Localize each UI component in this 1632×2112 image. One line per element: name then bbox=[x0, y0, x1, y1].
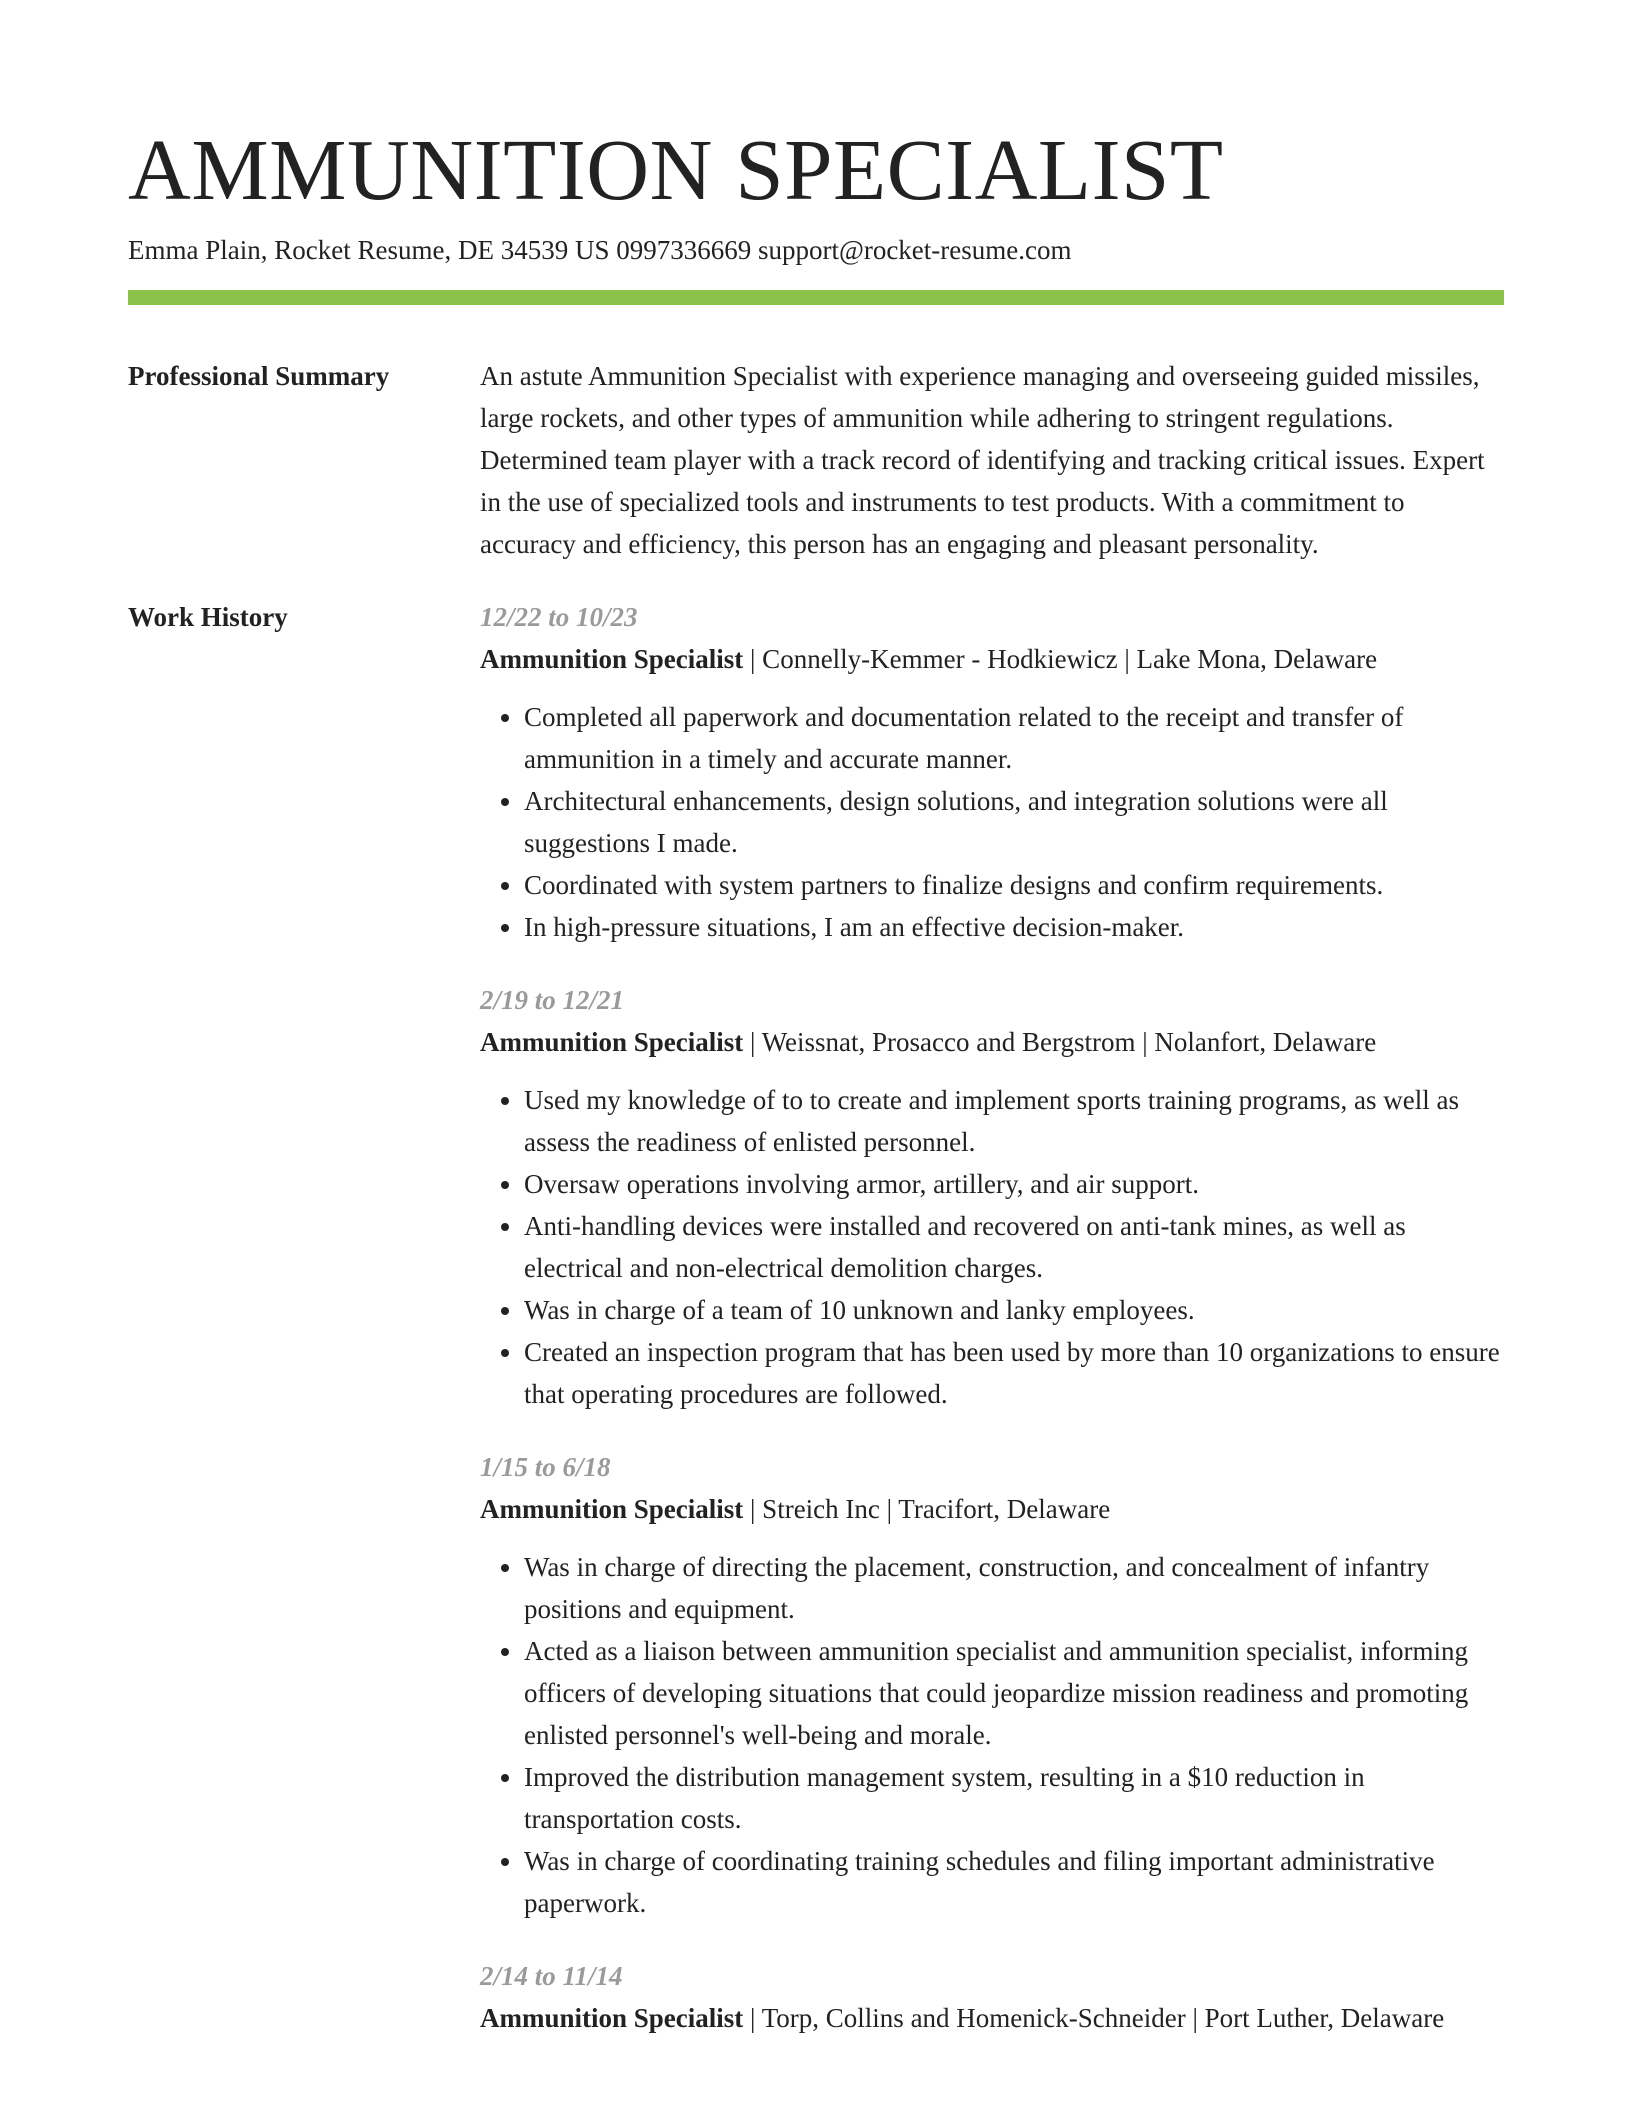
work-history-section bbox=[128, 596, 1504, 2039]
job-bullet: • Was in charge of directing the placement, construction, and concealment of infantry positions and equipment. bbox=[524, 1546, 1504, 1630]
job-title: Ammunition Specialist bbox=[480, 2003, 744, 2033]
professional-summary-section bbox=[128, 355, 1504, 565]
job-company-location: | Connelly-Kemmer - Hodkiewicz | Lake Mona, Delaware bbox=[743, 644, 1378, 674]
job-dates: 1/15 to 6/18 bbox=[480, 1452, 611, 1482]
job-bullet: • Was in charge of a team of 10 unknown and lanky employees. bbox=[524, 1289, 1504, 1331]
job-dates: 2/19 to 12/21 bbox=[480, 985, 625, 1015]
job-entry bbox=[480, 979, 1504, 1415]
job-dates: 2/14 to 11/14 bbox=[480, 1961, 623, 1991]
job-heading bbox=[480, 638, 1504, 680]
job-bullet: • Created an inspection program that has been used by more than 10 organizations to ensure that operating procedures are followed. bbox=[524, 1331, 1504, 1415]
resume-title: AMMUNITION SPECIALIST bbox=[128, 121, 1224, 218]
job-bullet: • Acted as a liaison between ammunition specialist and ammunition specialist, informing officers of developing situations that could jeopardize mission readiness and promoting enlisted personnel's well-being and morale. bbox=[524, 1630, 1504, 1756]
job-bullet: • Was in charge of coordinating training schedules and filing important administrative paperwork. bbox=[524, 1840, 1504, 1924]
job-company-location: | Torp, Collins and Homenick-Schneider | Port Luther, Delaware bbox=[743, 2003, 1445, 2033]
job-bullet: • Anti-handling devices were installed and recovered on anti-tank mines, as well as electrical and non-electrical demolition charges. bbox=[524, 1205, 1504, 1289]
section-label-summary: Professional Summary bbox=[128, 361, 390, 391]
job-heading bbox=[480, 1021, 1504, 1063]
job-heading bbox=[480, 1488, 1504, 1530]
work-history-list bbox=[480, 596, 1504, 2039]
section-label-work-history: Work History bbox=[128, 602, 288, 632]
job-bullet: • Improved the distribution management system, resulting in a $10 reduction in transportation costs. bbox=[524, 1756, 1504, 1840]
job-bullet: • Architectural enhancements, design solutions, and integration solutions were all suggestions I made. bbox=[524, 780, 1504, 864]
summary-text: An astute Ammunition Specialist with experience managing and overseeing guided missiles, large rockets, and other types of ammunition while adhering to stringent regulations. Determined team player with a track record of identifying and tracking critical issues. Expert in the use of specialized tools and instruments to test products. With a commitment to accuracy and efficiency, this person has an engaging and pleasant personality. bbox=[480, 361, 1485, 559]
job-bullet: • Used my knowledge of to to create and implement sports training programs, as well as assess the readiness of enlisted personnel. bbox=[524, 1079, 1504, 1163]
contact-email: support@rocket-resume.com bbox=[757, 235, 1072, 265]
job-company-location: | Weissnat, Prosacco and Bergstrom | Nolanfort, Delaware bbox=[743, 1027, 1377, 1057]
job-bullet: • In high-pressure situations, I am an effective decision-maker. bbox=[524, 906, 1504, 948]
job-bullet: • Completed all paperwork and documentation related to the receipt and transfer of ammunition in a timely and accurate manner. bbox=[524, 696, 1504, 780]
contact-phone: 0997336669 bbox=[616, 235, 752, 265]
job-title: Ammunition Specialist bbox=[480, 1027, 744, 1057]
job-bullet-list bbox=[480, 1079, 1504, 1415]
job-entry bbox=[480, 1446, 1504, 1924]
resume-page bbox=[128, 0, 1504, 2039]
contact-name: Emma Plain, bbox=[128, 235, 268, 265]
contact-address: Rocket Resume, DE 34539 US bbox=[274, 235, 610, 265]
job-company-location: | Streich Inc | Tracifort, Delaware bbox=[743, 1494, 1111, 1524]
job-entry bbox=[480, 596, 1504, 948]
job-bullet: • Coordinated with system partners to finalize designs and confirm requirements. bbox=[524, 864, 1504, 906]
job-title: Ammunition Specialist bbox=[480, 1494, 744, 1524]
job-title: Ammunition Specialist bbox=[480, 644, 744, 674]
header-divider bbox=[128, 290, 1504, 305]
job-bullet-list bbox=[480, 696, 1504, 948]
contact-line bbox=[128, 232, 1504, 268]
job-bullet-list bbox=[480, 1546, 1504, 1924]
job-dates: 12/22 to 10/23 bbox=[480, 602, 638, 632]
job-bullet: • Oversaw operations involving armor, artillery, and air support. bbox=[524, 1163, 1504, 1205]
job-entry bbox=[480, 1955, 1504, 2039]
job-heading bbox=[480, 1997, 1504, 2039]
